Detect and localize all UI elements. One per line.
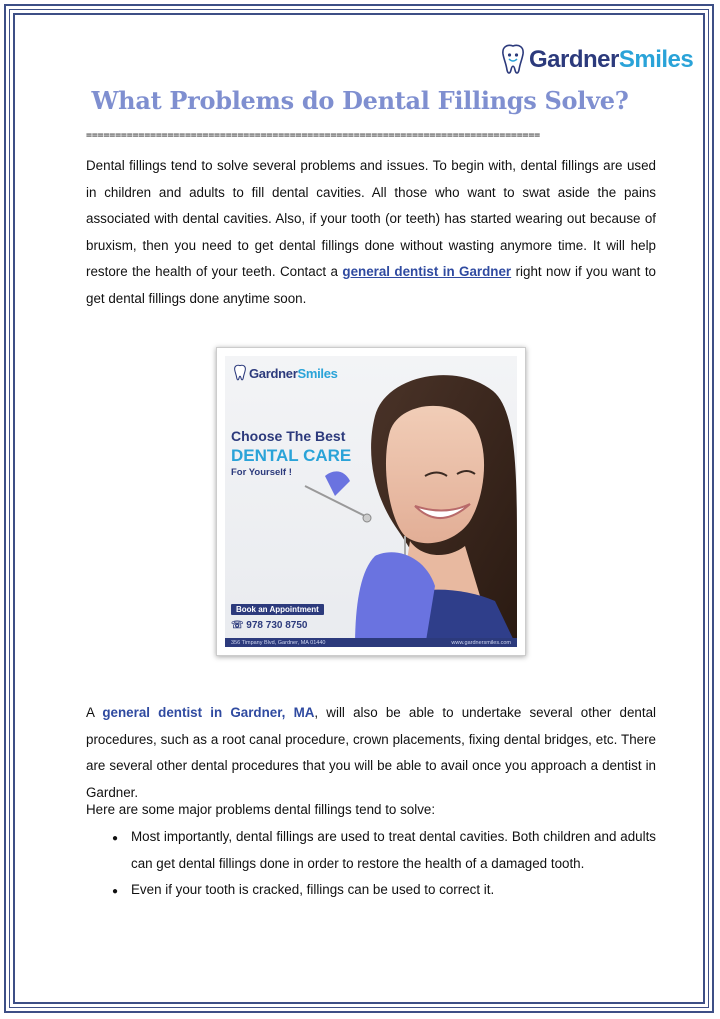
promo-logo-smiles: Smiles	[297, 365, 338, 381]
promo-phone	[231, 620, 307, 631]
promo-headline-1: Choose The Best	[231, 428, 346, 444]
promo-phone-number: 978 730 8750	[246, 620, 308, 631]
list-item: Even if your tooth is cracked, fillings can be used to correct it.	[131, 882, 495, 897]
intro-text-end: right now if you want to get dental fillings done anytime soon.	[86, 264, 656, 306]
bullet-icon: ●	[112, 833, 119, 844]
general-dentist-ma-link[interactable]: general dentist in Gardner, MA	[102, 705, 315, 720]
second-paragraph	[86, 700, 656, 806]
intro-paragraph	[86, 153, 656, 313]
promo-headline-3: For Yourself !	[231, 467, 292, 478]
promo-logo-gardner: Gardner	[249, 365, 298, 381]
phone-icon: ☏	[231, 620, 247, 631]
second-text-end: , will also be able to undertake several other dental procedures, such as a root canal procedure, crown placements, fixing dental bridges, etc. There are several other dental procedures that you will be able to avail once you approach a dentist in Gardner.	[86, 705, 656, 800]
promo-footer-bar	[225, 638, 517, 647]
general-dentist-link[interactable]: general dentist in Gardner	[342, 264, 512, 280]
list-intro: Here are some major problems dental fillings tend to solve:	[86, 802, 436, 817]
promo-banner	[225, 356, 517, 647]
bullet-icon: ●	[112, 886, 119, 897]
intro-text-start: Dental fillings tend to solve several problems and issues. To begin with, dental fillings are used in children and adults to fill dental cavities. All those who want to swat aside the pains associated with dental cavities. Also, if your tooth (or teeth) has started wearing out because of bruxism, then you need to get dental fillings done without wasting anymore time. It will help restore the health of your teeth. Contact a	[86, 158, 656, 280]
logo-text-smiles: Smiles	[618, 46, 694, 73]
tooth-icon	[500, 43, 526, 77]
promo-headline-2: DENTAL CARE	[231, 446, 352, 465]
tooth-icon	[233, 364, 247, 382]
promo-address: 356 Timpany Blvd, Gardner, MA 01440	[231, 639, 326, 646]
promo-image	[216, 347, 526, 656]
promo-logo	[233, 364, 338, 382]
promo-website: www.gardnersmiles.com	[451, 639, 511, 646]
divider-line: ==============================================================================	[86, 130, 540, 141]
list-item: Most importantly, dental fillings are used to treat dental cavities. Both children and adults can get dental fillings done in order to restore the health of a damaged tooth.	[131, 829, 656, 871]
brand-logo	[500, 42, 693, 78]
logo-text-gardner: Gardner	[529, 46, 619, 73]
book-appointment-label: Book an Appointment	[231, 604, 324, 615]
page-title: What Problems do Dental Fillings Solve?	[91, 86, 629, 115]
second-text-start: A	[86, 705, 103, 720]
